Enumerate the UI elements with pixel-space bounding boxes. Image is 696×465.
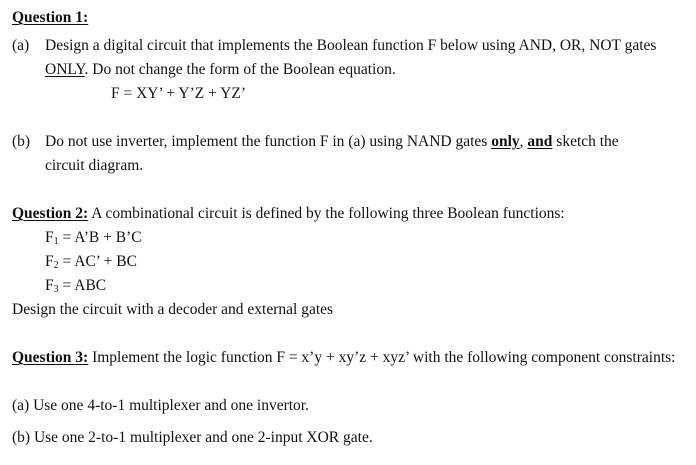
question-3-part-b: (b) Use one 2-to-1 multiplexer and one 2-input XOR gate. <box>12 429 373 446</box>
q1-part-a-text-line-1: Design a digital circuit that implements the Boolean function F below using AND, OR, NOT gates <box>45 37 657 54</box>
function-expression: = A’B + B’C <box>58 229 142 246</box>
question-2-heading: Question 2: <box>12 205 89 222</box>
function-name: F <box>45 253 54 270</box>
question-3-line <box>12 349 676 367</box>
function-name: F <box>45 277 54 294</box>
function-subscript: 1 <box>53 236 59 247</box>
function-expression: = ABC <box>58 277 107 294</box>
q1-part-b-label: (b) <box>12 133 31 150</box>
q1-part-b-text-start: Do not use inverter, implement the function F in (a) using NAND gates <box>45 133 492 150</box>
boolean-equation: F = XY’ + Y’Z + YZ’ <box>111 85 246 102</box>
q1-part-b-text-line-2: circuit diagram. <box>45 157 144 174</box>
q1-part-a-text-line-2-rest: . Do not change the form of the Boolean equation. <box>84 61 396 78</box>
question-2-line <box>12 205 565 223</box>
function-subscript: 2 <box>53 260 59 271</box>
question-2-intro: A combinational circuit is defined by the following three Boolean functions: <box>88 205 565 222</box>
only-bold-emphasis: only <box>491 133 520 150</box>
question-2-design-instruction: Design the circuit with a decoder and external gates <box>12 301 334 318</box>
question-3-intro: Implement the logic function F = x’y + xy’z + xyz’ with the following component constraints: <box>88 349 676 366</box>
function-expression: = AC’ + BC <box>58 253 137 270</box>
function-f2 <box>45 253 137 271</box>
q1-part-b-text-end: sketch the <box>552 133 619 150</box>
only-emphasis: ONLY <box>45 61 85 78</box>
q1-part-b-comma: , <box>519 133 528 150</box>
question-1-heading: Question 1: <box>12 9 89 26</box>
function-f3 <box>45 277 106 295</box>
question-3-part-a: (a) Use one 4-to-1 multiplexer and one invertor. <box>12 397 309 414</box>
and-bold-emphasis: and <box>527 133 553 150</box>
function-subscript: 3 <box>53 284 59 295</box>
function-name: F <box>45 229 54 246</box>
q1-part-a-text-line-2 <box>45 61 396 79</box>
question-3-heading: Question 3: <box>12 349 89 366</box>
q1-part-a-label: (a) <box>12 37 30 54</box>
q1-part-b-text-line-1 <box>45 133 619 151</box>
function-f1 <box>45 229 142 247</box>
